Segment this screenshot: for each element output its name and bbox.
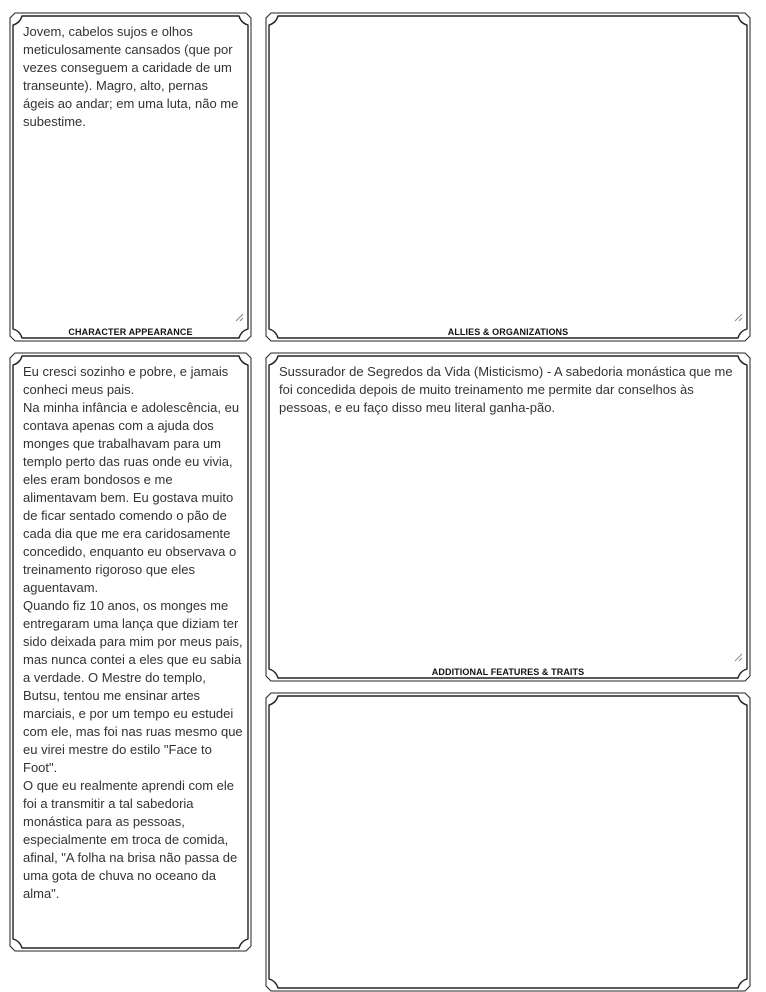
character-appearance-textarea[interactable] bbox=[19, 19, 245, 319]
allies-organizations-panel bbox=[265, 12, 751, 342]
character-backstory-textarea[interactable] bbox=[19, 359, 249, 929]
treasure-textarea[interactable] bbox=[275, 699, 743, 969]
additional-features-textarea[interactable] bbox=[275, 359, 743, 659]
allies-organizations-textarea[interactable] bbox=[275, 19, 743, 319]
additional-features-panel bbox=[265, 352, 751, 682]
additional-features-label: ADDITIONAL FEATURES & TRAITS bbox=[431, 667, 585, 677]
treasure-panel bbox=[265, 692, 751, 992]
character-appearance-label: CHARACTER APPEARANCE bbox=[68, 327, 193, 337]
allies-organizations-label: ALLIES & ORGANIZATIONS bbox=[447, 327, 569, 337]
character-appearance-panel bbox=[9, 12, 252, 342]
character-backstory-panel bbox=[9, 352, 252, 952]
